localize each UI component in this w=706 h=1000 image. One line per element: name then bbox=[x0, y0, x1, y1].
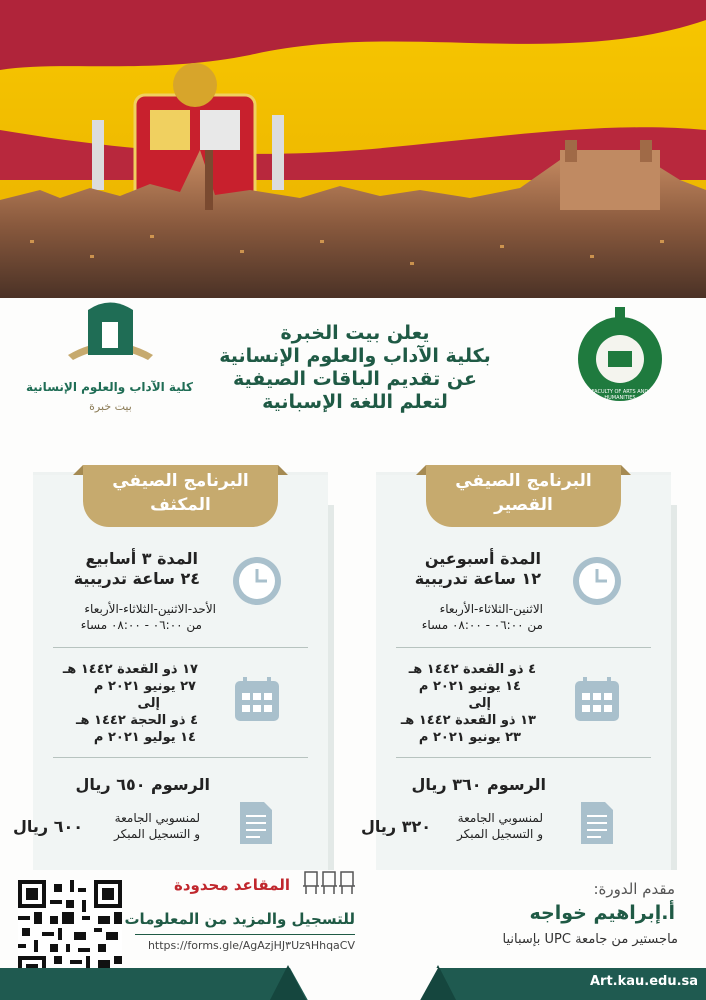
faculty-logo-arabic bbox=[28, 300, 193, 425]
calendar-icon bbox=[573, 675, 621, 723]
program-card-intensive bbox=[13, 471, 328, 870]
end-date-hijri: ٤ ذو الحجة ١٤٤٢ هـ bbox=[76, 713, 198, 728]
seats-icon bbox=[302, 870, 358, 896]
time: من ٠٦:٠٠ - ٠٨:٠٠ مساء bbox=[80, 618, 202, 632]
time: من ٠٦:٠٠ - ٠٨:٠٠ مساء bbox=[421, 618, 543, 632]
start-date-hijri: ١٧ ذو القعدة ١٤٤٢ هـ bbox=[62, 662, 198, 677]
to-label: إلى bbox=[137, 696, 160, 711]
program-card-short bbox=[361, 471, 671, 870]
divider bbox=[396, 757, 651, 758]
presenter-credential: ماجستير من جامعة UPC بإسبانيا bbox=[502, 932, 678, 947]
end-date-hijri: ١٣ ذو القعدة ١٤٤٢ هـ bbox=[400, 713, 536, 728]
hours: ٢٤ ساعة تدريبية bbox=[73, 569, 200, 588]
divider bbox=[53, 647, 308, 648]
logo-left-name: كلية الآداب والعلوم الإنسانية bbox=[26, 380, 193, 394]
end-date-gregorian: ٢٣ يونيو ٢٠٢١ م bbox=[418, 730, 521, 745]
clock-icon bbox=[231, 555, 283, 607]
banner-fold-right bbox=[621, 465, 631, 475]
duration: المدة أسبوعين bbox=[424, 549, 541, 568]
discount-fee: ٦٠٠ ريال bbox=[13, 817, 83, 836]
registration-underline bbox=[135, 934, 355, 935]
program-subtitle: المكثف bbox=[150, 495, 211, 515]
program-title: البرنامج الصيفي bbox=[112, 471, 249, 491]
duration: المدة ٣ أسابيع bbox=[85, 549, 198, 568]
presenter-name: أ.إبراهيم خواجه bbox=[529, 902, 675, 924]
program-title: البرنامج الصيفي bbox=[455, 471, 592, 491]
hours: ١٢ ساعة تدريبية bbox=[414, 569, 541, 588]
end-date-gregorian: ١٤ يوليو ٢٠٢١ م bbox=[93, 730, 196, 745]
spain-flag-cityscape bbox=[0, 0, 706, 298]
presenter-label: مقدم الدورة: bbox=[593, 880, 675, 898]
announcement-line-3: عن تقديم الباقات الصيفية bbox=[232, 368, 478, 390]
fee: الرسوم ٦٥٠ ريال bbox=[75, 775, 210, 794]
program-banner bbox=[426, 465, 621, 527]
hero-banner bbox=[0, 0, 706, 298]
announcement-line-1: يعلن بيت الخبرة bbox=[280, 322, 430, 344]
program-subtitle: القصير bbox=[494, 495, 553, 515]
card-shadow bbox=[671, 505, 677, 870]
faculty-seal bbox=[570, 305, 670, 405]
registration-info: للتسجيل والمزيد من المعلومات bbox=[124, 910, 355, 928]
discount-fee: ٣٢٠ ريال bbox=[361, 817, 431, 836]
announcement-line-4: لتعلم اللغة الإسبانية bbox=[262, 391, 448, 413]
footer-notch bbox=[290, 968, 438, 1000]
program-banner bbox=[83, 465, 278, 527]
banner-fold-left bbox=[73, 465, 83, 475]
divider bbox=[53, 757, 308, 758]
start-date-gregorian: ١٤ يونيو ٢٠٢١ م bbox=[418, 679, 521, 694]
start-date-gregorian: ٢٧ يونيو ٢٠٢١ م bbox=[93, 679, 196, 694]
seal-text: FACULTY OF ARTS AND HUMANITIES bbox=[591, 389, 649, 401]
discount-note-1: لمنسوبي الجامعة bbox=[457, 811, 543, 825]
banner-fold-right bbox=[278, 465, 288, 475]
document-icon bbox=[238, 800, 274, 846]
fee: الرسوم ٣٦٠ ريال bbox=[411, 775, 546, 794]
to-label: إلى bbox=[468, 696, 491, 711]
card-shadow bbox=[328, 505, 334, 870]
announcement-line-2: بكلية الآداب والعلوم الإنسانية bbox=[219, 345, 491, 367]
document-icon bbox=[579, 800, 615, 846]
start-date-hijri: ٤ ذو القعدة ١٤٤٢ هـ bbox=[408, 662, 536, 677]
announcement-title bbox=[180, 322, 530, 414]
clock-icon bbox=[571, 555, 623, 607]
divider bbox=[396, 647, 651, 648]
days: الاثنين-الثلاثاء-الأربعاء bbox=[439, 602, 543, 616]
discount-note-2: و التسجيل المبكر bbox=[114, 827, 200, 841]
logo-left-sub: بيت خبرة bbox=[89, 400, 132, 413]
website-link[interactable]: Art.kau.edu.sa bbox=[590, 974, 699, 989]
calendar-icon bbox=[233, 675, 281, 723]
discount-note-2: و التسجيل المبكر bbox=[457, 827, 543, 841]
days: الأحد-الاثنين-الثلاثاء-الأربعاء bbox=[84, 602, 216, 616]
limited-seats: المقاعد محدودة bbox=[173, 876, 290, 894]
banner-fold-left bbox=[416, 465, 426, 475]
registration-link[interactable]: https://forms.gle/AgAzjHJ٣Uz٩HhqaCV bbox=[147, 939, 355, 952]
discount-note-1: لمنسوبي الجامعة bbox=[114, 811, 200, 825]
